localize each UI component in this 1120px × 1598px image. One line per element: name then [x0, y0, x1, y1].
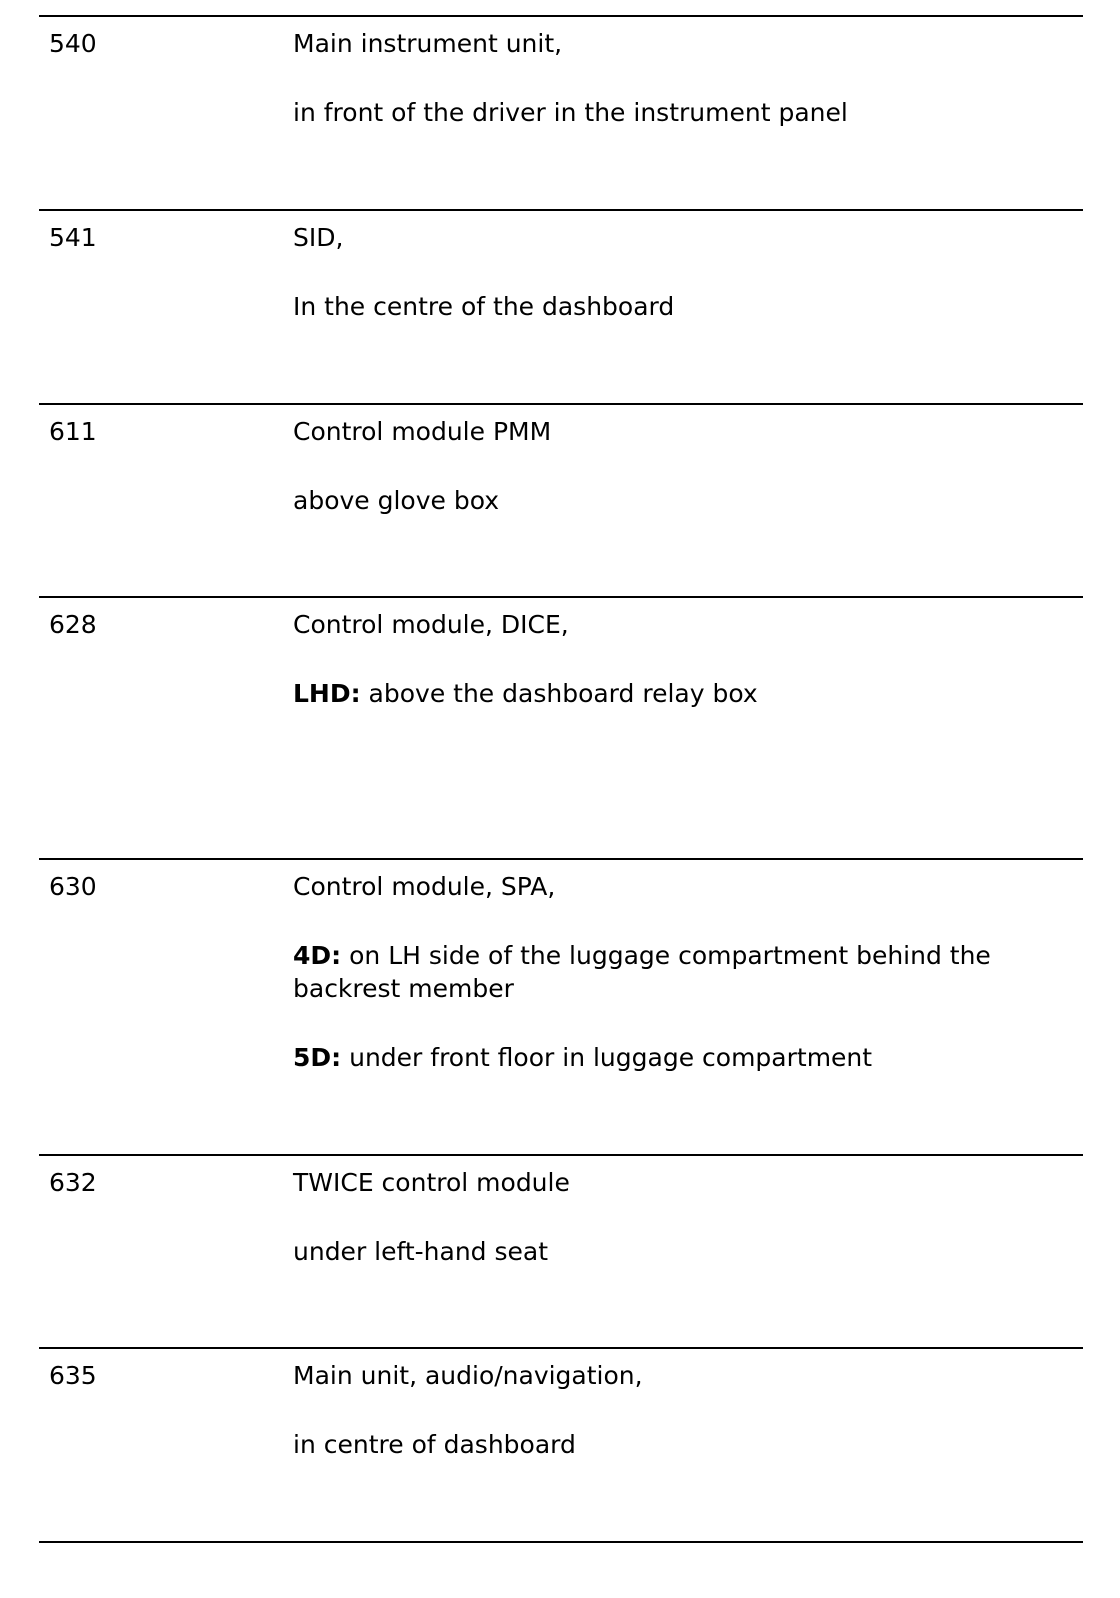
- component-code: 611: [49, 417, 97, 446]
- location-qualifier: 5D:: [293, 1043, 342, 1072]
- location-text: on LH side of the luggage compartment behind the backrest member: [293, 941, 991, 1003]
- description-line: Main unit, audio/navigation,: [293, 1361, 643, 1390]
- component-code: 541: [49, 223, 97, 252]
- component-description: [293, 870, 1073, 1074]
- description-line: Control module, DICE,: [293, 610, 569, 639]
- description-line: Main instrument unit,: [293, 29, 563, 58]
- description-line: SID,: [293, 223, 344, 252]
- description-line: under left-hand seat: [293, 1237, 549, 1266]
- description-line: [293, 677, 1073, 710]
- location-text: above the dashboard relay box: [360, 679, 758, 708]
- component-code: 630: [49, 872, 97, 901]
- table-row: [39, 1154, 1083, 1347]
- location-text: under front floor in luggage compartment: [341, 1043, 873, 1072]
- component-description: [293, 608, 1073, 710]
- component-description: [293, 27, 1073, 129]
- table-bottom-rule: [39, 1541, 1083, 1543]
- description-line: [293, 1041, 1073, 1074]
- description-line: TWICE control module: [293, 1168, 570, 1197]
- table-row: [39, 1347, 1083, 1541]
- location-qualifier: LHD:: [293, 679, 361, 708]
- table-row: [39, 209, 1083, 403]
- component-code: 632: [49, 1168, 97, 1197]
- component-code: 635: [49, 1361, 97, 1390]
- table-row: [39, 858, 1083, 1154]
- description-line: in centre of dashboard: [293, 1430, 576, 1459]
- description-line: above glove box: [293, 486, 500, 515]
- description-line: In the centre of the dashboard: [293, 292, 675, 321]
- table-row: [39, 596, 1083, 858]
- description-line: Control module PMM: [293, 417, 552, 446]
- component-location-table: [39, 15, 1083, 1543]
- component-description: [293, 415, 1073, 517]
- description-line: Control module, SPA,: [293, 872, 556, 901]
- component-description: [293, 1166, 1073, 1268]
- location-qualifier: 4D:: [293, 941, 342, 970]
- component-code: 628: [49, 610, 97, 639]
- description-line: [293, 939, 1073, 1005]
- component-code: 540: [49, 29, 97, 58]
- table-row: [39, 15, 1083, 209]
- component-description: [293, 221, 1073, 323]
- description-line: in front of the driver in the instrument panel: [293, 98, 848, 127]
- component-description: [293, 1359, 1073, 1461]
- table-row: [39, 403, 1083, 596]
